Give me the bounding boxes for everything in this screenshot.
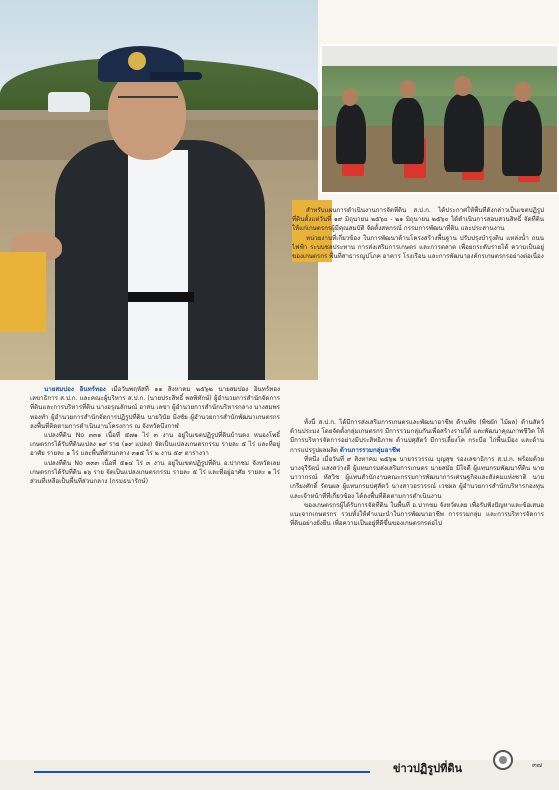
article-paragraph: สำหรับแผนการดำเนินงานการจัดที่ดิน ส.ป.ก. ได้ประกาศให้พื้นที่ดังกล่าวเป็นเขตปฏิรูปที่ดินตั้งแต่วันที่ ๑๙ มิถุนายน ๒๕๖๐ - ๒๑ มิถุนายน ๒๕๖๐ ได้ดำเนินการสอบสวนสิทธิ์ จัดที่ดินให้แก่เกษตรกรผู้มีคุณสมบัติ จัดตั้งสหกรณ์ กรรมการพัฒนาที่ดิน และประสานงาน: [292, 207, 544, 233]
photo-man-shirt: [128, 150, 188, 380]
article-paragraph: หน่วยงานที่เกี่ยวข้อง ในการพัฒนาด้านโครงสร้างพื้นฐาน ปรับปรุงบำรุงดิน แหล่งน้ำ ถนน ไฟฟ้า ระบบชลประทาน การส่งเสริมการเกษตร และการตลาด เพื่อยกระดับรายได้ ความเป็นอยู่ของเกษตรกร พื้นที่สาธารณูปโภค อาคาร โรงเรือน และการพัฒนาองค์กรเกษตรกรอย่างต่อเนื่อง: [292, 234, 544, 261]
article-paragraph-intro: นายสมปอง อินทร์ทอง เมื่อวันพฤหัสที่ ๑๑ สิงหาคม ๒๕๖๒ นายสมปอง อินทร์ทอง เลขาธิการ ส.ป.ก. และคณะผู้บริหาร ส.ป.ก. (นายประสิทธิ์ พลพิทักษ์) ผู้อำนวยการสำนักจัดการที่ดินและการบริหารที่ดิน นางอรุณลักษณ์ อาสน เลขา ผู้อำนวยการสำนักบริหารกลาง นางสมพร ทองทำ ผู้อำนวยการสำนักจัดการปฏิรูปที่ดิน นายวินัย มิ่งชัย ผู้อำนวยการสำนักพัฒนาเกษตรกร ลงพื้นที่ติดตามการดำเนินงานโครงการ ณ จังหวัดบึงกาฬ: [30, 386, 280, 430]
photo-cap-badge-icon: [128, 52, 146, 70]
article-paragraph: ทั้งนี้ ส.ป.ก. ได้มีการส่งเสริมการเกษตรและพัฒนาอาชีพ ด้านพืช (พืชผัก ไม้ผล) ด้านสัตว์ ด้านประมง โดยจัดตั้งกลุ่มเกษตรกร มีการรวมกลุ่มกันเพื่อสร้างรายได้ และพัฒนาคุณภาพชีวิต ให้มีการบริหารจัดการอย่างมีประสิทธิภาพ ด้านปศุสัตว์ มีการเลี้ยงโค กระบือ ไก่พื้นเมือง และด้านการแปรรูปผลผลิต ด้านการรวมกลุ่มอาชีพ: [290, 419, 544, 454]
yellow-accent-block-left: [0, 252, 46, 332]
photo-person: [336, 104, 366, 164]
photo-glasses: [118, 96, 178, 108]
photo-man-head: [108, 70, 186, 160]
photo-person: [444, 94, 484, 172]
photo-belt: [128, 292, 194, 302]
photo-person-head: [342, 88, 358, 106]
logo-emblem-icon: [499, 756, 507, 764]
article-column-right-top: [292, 206, 544, 412]
footer-rule: [34, 771, 370, 773]
highlight-topic: ด้านการรวมกลุ่มอาชีพ: [339, 446, 401, 454]
article-column-left: [30, 385, 280, 750]
photo-cap-brim: [150, 72, 202, 80]
photo-person-head: [454, 76, 472, 96]
photo-official-in-field: [0, 0, 318, 380]
footer-magazine-title: ข่าวปฏิรูปที่ดิน: [393, 762, 463, 775]
footer: [0, 760, 559, 790]
alro-logo-icon: [493, 750, 513, 770]
article-paragraph: ที่หนึ่ง เมื่อวันที่ ๙ สิงหาคม ๒๕๖๒ นายวรวรรณ บุญสุข รองเลขาธิการ ส.ป.ก. พร้อมด้วย นางจุรีรัตน์ แสงสว่างดี ผู้แทนกรมส่งเสริมการเกษตร นายสมัย มีใจดี ผู้แทนกรมพัฒนาที่ดิน นายนาวากรณ์ หัสวิช ผู้แทนสำนักงานคณะกรรมการพัฒนาการเศรษฐกิจและสังคมแห่งชาติ นายเกรียงศักดิ์ รัตนผล ผู้แทนกรมปศุสัตว์ นางสาวอรวรรณ์ เวชผล ผู้อำนวยการสำนักบริหารกองทุน และเจ้าหน้าที่ที่เกี่ยวข้อง ได้ลงพื้นที่ติดตามการดำเนินงาน: [290, 455, 544, 500]
photo-person: [502, 100, 542, 176]
article-column-right: [290, 418, 544, 758]
photo-person-head: [400, 80, 416, 98]
page-number: ๓๗: [532, 761, 543, 769]
photo-person-head: [514, 82, 532, 102]
photo-tent: [322, 46, 559, 66]
article-paragraph: แปลงที่ดิน No ๓๓๓ เนื้อที่ ๕๑๔ ไร่ ๓ งาน อยู่ในเขตปฏิรูปที่ดิน อ.ปากชม จังหวัดเลย เกษตรกรได้รับที่ดิน ๑๖ ราย จัดเป็นแปลงเกษตรกรรม รายละ ๕ ไร่ และที่อยู่อาศัย รายละ ๑ ไร่ ส่วนที่เหลือเป็นพื้นที่ส่วนกลาง (กรมธนารักษ์): [30, 459, 280, 486]
article-paragraph: แปลงที่ดิน No ๓๓๑ เนื้อที่ ๕๗๑ ไร่ ๓ งาน อยู่ในเขตปฏิรูปที่ดินบ้านดง หนองโพธิ์ เกษตรกรได้รับที่ดินแปลง ๑๙ ราย (๑๙ แปลง) จัดเป็นแปลงเกษตรกรรม รายละ ๕ ไร่ และที่อยู่อาศัย รายละ ๑ ไร่ และพื้นที่ส่วนกลาง ๓๑๕ ไร่ ๒ งาน ๕๙ ตารางวา: [30, 432, 280, 458]
highlight-name: นายสมปอง อินทร์ทอง: [44, 386, 106, 393]
photo-group-meeting: [320, 44, 559, 194]
article-paragraph: ของเกษตรกรผู้ได้รับการจัดที่ดิน ในพื้นที่ อ.ปากชม จังหวัดเลย เพื่อรับฟังปัญหาและข้อเสนอแนะจากเกษตรกร รวมทั้งให้คำแนะนำในการพัฒนาอาชีพ การรวมกลุ่ม และการบริหารจัดการที่ดินอย่างยั่งยืน เพื่อความเป็นอยู่ที่ดีขึ้นของเกษตรกรต่อไป: [290, 501, 544, 528]
photo-person: [392, 98, 424, 164]
photo-van: [48, 92, 90, 112]
